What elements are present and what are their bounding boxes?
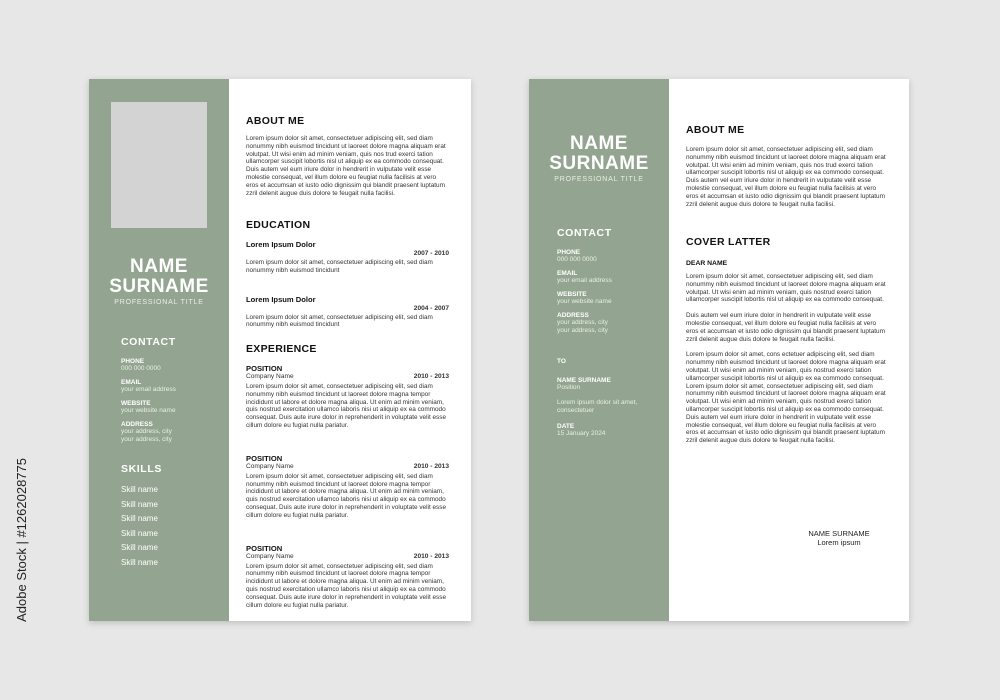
resume-sidebar: [89, 79, 229, 621]
cover-contact-value: your website name: [557, 298, 612, 305]
experience-entry: [246, 454, 449, 520]
stock-credit-text: Adobe Stock | #1262028775: [14, 458, 29, 622]
skill-item: Skill name: [121, 528, 158, 538]
cover-contact-value: your email address: [557, 277, 612, 284]
recipient-position: Position: [557, 384, 581, 391]
cover-professional-title: PROFESSIONAL TITLE: [554, 176, 644, 183]
education-dates: 2004 - 2007: [413, 304, 449, 312]
experience-company: Company Name: [246, 462, 294, 470]
cover-contact-value: 000 000 0000: [557, 256, 597, 263]
cover-main: [669, 79, 909, 621]
experience-company: Company Name: [246, 373, 294, 380]
education-text: Lorem ipsum dolor sit amet, consectetuer adipiscing elit, sed diam nonummy nibh euismod tincidunt: [246, 259, 433, 274]
letter-paragraph: Lorem ipsum dolor sit amet, cons ectetuer adipiscing elit, sed diam nonummy nibh euismod tincidunt ut laoreet dolore magna aliquam erat volutpat. Ut wisi enim ad minim veniam, quis nostrud exerci tation ullamcorper suscipit lobortis nisl ut aliquip ex ea commodo consequat. Lorem ipsum dolor sit amet, consectetuer adipiscing elit, sed diam nonummy nibh euismod tincidunt ut laoreet dolore magna aliquam erat volutpat. Ut wisi enim ad minim veniam, quis nostrud exerci tation ullamcorper suscipit lobortis nisl ut aliquip ex ea commodo consequat. Duis autem vel eum iriure dolor in hendrerit in vulputate velit esse molestie consequat, vel illum dolore eu feugiat nulla facilisis at vero eros et accumsan et iusto odio dignissim qui blandit praesent luptatum zzril delenit augue duis dolore te feugait nulla facilisi.: [686, 351, 886, 445]
recipient-name: NAME SURNAME: [557, 377, 611, 384]
experience-position: POSITION: [246, 543, 283, 553]
education-heading: EDUCATION: [246, 219, 311, 231]
letter-paragraph: Duis autem vel eum iriure dolor in hendrerit in vulputate velit esse molestie consequat, vel illum dolore eu feugiat nulla facilisis at vero eros et accumsan et iusto odio dignissim qui blandit praesent luptatum zzril delenit augue duis dolore te feugait nulla facilisi.: [686, 312, 885, 343]
cover-sidebar: [529, 79, 669, 621]
cover-contact-heading: CONTACT: [557, 227, 612, 239]
cover-contact-label: WEBSITE: [557, 291, 587, 298]
skill-item: Skill name: [121, 543, 158, 553]
skill-item: Skill name: [121, 514, 158, 524]
about-me-text: Lorem ipsum dolor sit amet, consectetuer adipiscing elit, sed diam nonummy nibh euismod tincidunt ut laoreet dolore magna aliquam erat volutpat. Ut wisi enim ad minim veniam, quis nos trud exerci tation ullamcorper suscipit lobortis nisl ut aliquip ex ea commodo consequat. Duis autem vel eum iriure dolor in hendrerit in vulputate velit esse molestie consequat, vel illum dolore eu feugiat nulla facilisis at vero eros et accumsan et iusto odio dignissim qui blandit praesent luptatum zzril delenit augue duis dolore te feugait nulla facilisi.: [246, 135, 446, 197]
resume-name-first: NAME: [130, 256, 188, 277]
resume-contact-value: your email address: [121, 386, 176, 393]
resume-professional-title: PROFESSIONAL TITLE: [114, 299, 204, 306]
cover-letter-page: [529, 79, 909, 621]
experience-position: POSITION: [246, 453, 283, 463]
cover-contact-label: PHONE: [557, 249, 581, 256]
education-title: Lorem Ipsum Dolor: [246, 240, 316, 249]
experience-text: Lorem ipsum dolor sit amet, consectetuer adipiscing elit, sed diam nonummy nibh euismod tincidunt ut laoreet dolore magna tempor incididunt ut labore et dolore magna aliqua. Ut enim ad minim veniam, quis nostrud exercitation ullamco laboris nisi ut aliquip ex ea commodo consequat. Duis aute irure dolor in reprehenderit in voluptate velit esse cillum dolore eu fugiat nulla pariatur.: [246, 472, 447, 519]
photo-placeholder: [111, 102, 207, 228]
recipient-address: Lorem ipsum dolor sit amet, consectetuer: [557, 399, 638, 414]
skill-item: Skill name: [121, 557, 158, 567]
date-label: DATE: [557, 423, 575, 430]
experience-company: Company Name: [246, 552, 294, 560]
resume-page: [89, 79, 471, 621]
salutation: DEAR NAME: [686, 260, 728, 267]
letter-paragraph: Lorem ipsum dolor sit amet, consectetuer adipiscing elit, sed diam nonummy nibh euismod tincidunt ut laoreet dolore magna aliquam erat volutpat. Ut wisi enim ad minim veniam, quis nostrud exerci tation ullamcorper suscipit lobortis nisl ut aliquip ex ea commodo consequat.: [686, 273, 886, 304]
experience-entry: [246, 364, 449, 430]
resume-contact-heading: CONTACT: [121, 336, 176, 348]
resume-contact-value: your address, city your address, city: [121, 428, 172, 443]
experience-heading: EXPERIENCE: [246, 343, 317, 355]
resume-contact-label: PHONE: [121, 358, 145, 365]
date-value: 15 January 2024: [557, 430, 606, 437]
education-dates: 2007 - 2010: [413, 250, 449, 257]
skill-item: Skill name: [121, 499, 158, 509]
experience-dates: 2010 - 2013: [413, 552, 449, 560]
resume-contact-value: your website name: [121, 407, 176, 414]
signature-subtitle: Lorem ipsum: [817, 538, 861, 547]
signature-name: NAME SURNAME: [808, 529, 870, 538]
resume-contact-value: 000 000 0000: [121, 365, 161, 372]
experience-position: POSITION: [246, 364, 283, 373]
experience-entry: [246, 544, 449, 610]
education-entry: [246, 240, 449, 275]
education-title: Lorem Ipsum Dolor: [246, 294, 316, 304]
skill-item: Skill name: [121, 485, 158, 494]
experience-dates: 2010 - 2013: [413, 373, 449, 380]
cover-about-text: Lorem ipsum dolor sit amet, consectetuer adipiscing elit, sed diam nonummy nibh euismod tincidunt ut laoreet dolore magna aliquam erat volutpat. Ut wisi enim ad minim veniam, quis nos trud exerci tation ullamcorper suscipit lobortis nisl ut aliquip ex ea commodo consequat. Duis autem vel eum iriure dolor in hendrerit in vulputate velit esse molestie consequat, vel illum dolore eu feugiat nulla facilisis at vero eros et accumsan et iusto odio dignissim qui blandit praesent luptatum zzril delenit augue duis dolore te feugait nulla facilisi.: [686, 146, 886, 208]
cover-contact-label: EMAIL: [557, 270, 578, 277]
about-me-heading: ABOUT ME: [246, 115, 305, 127]
resume-contact-label: EMAIL: [121, 379, 142, 386]
resume-contact-label: WEBSITE: [121, 400, 151, 407]
resume-main: [229, 79, 471, 621]
education-entry: [246, 295, 449, 330]
cover-letter-heading: COVER LATTER: [686, 236, 771, 248]
experience-dates: 2010 - 2013: [413, 462, 449, 470]
education-text: Lorem ipsum dolor sit amet, consectetuer adipiscing elit, sed diam nonummy nibh euismod tincidunt: [246, 313, 433, 329]
cover-about-heading: ABOUT ME: [686, 124, 745, 136]
resume-name-last: SURNAME: [109, 276, 209, 297]
resume-contact-label: ADDRESS: [121, 421, 153, 428]
to-label: TO: [557, 358, 566, 365]
cover-contact-label: ADDRESS: [557, 312, 589, 319]
experience-text: Lorem ipsum dolor sit amet, consectetuer adipiscing elit, sed diam nonummy nibh euismod tincidunt ut laoreet dolore magna tempor incididunt ut labore et dolore magna aliqua. Ut enim ad minim veniam, quis nostrud exercitation ullamco laboris nisi ut aliquip ex ea commodo consequat. Duis aute irure dolor in reprehenderit in voluptate velit esse cillum dolore eu fugiat nulla pariatur.: [246, 383, 447, 429]
cover-name-first: NAME: [570, 133, 628, 154]
cover-contact-value: your address, city your address, city: [557, 319, 608, 334]
cover-name-last: SURNAME: [549, 153, 649, 174]
experience-text: Lorem ipsum dolor sit amet, consectetuer adipiscing elit, sed diam nonummy nibh euismod tincidunt ut laoreet dolore magna tempor incididunt ut labore et dolore magna aliqua. Ut enim ad minim veniam, quis nostrud exercitation ullamco laboris nisi ut aliquip ex ea commodo consequat. Duis aute irure dolor in reprehenderit in voluptate velit esse cillum dolore eu fugiat nulla pariatur.: [246, 562, 447, 609]
resume-skills-heading: SKILLS: [121, 463, 162, 475]
